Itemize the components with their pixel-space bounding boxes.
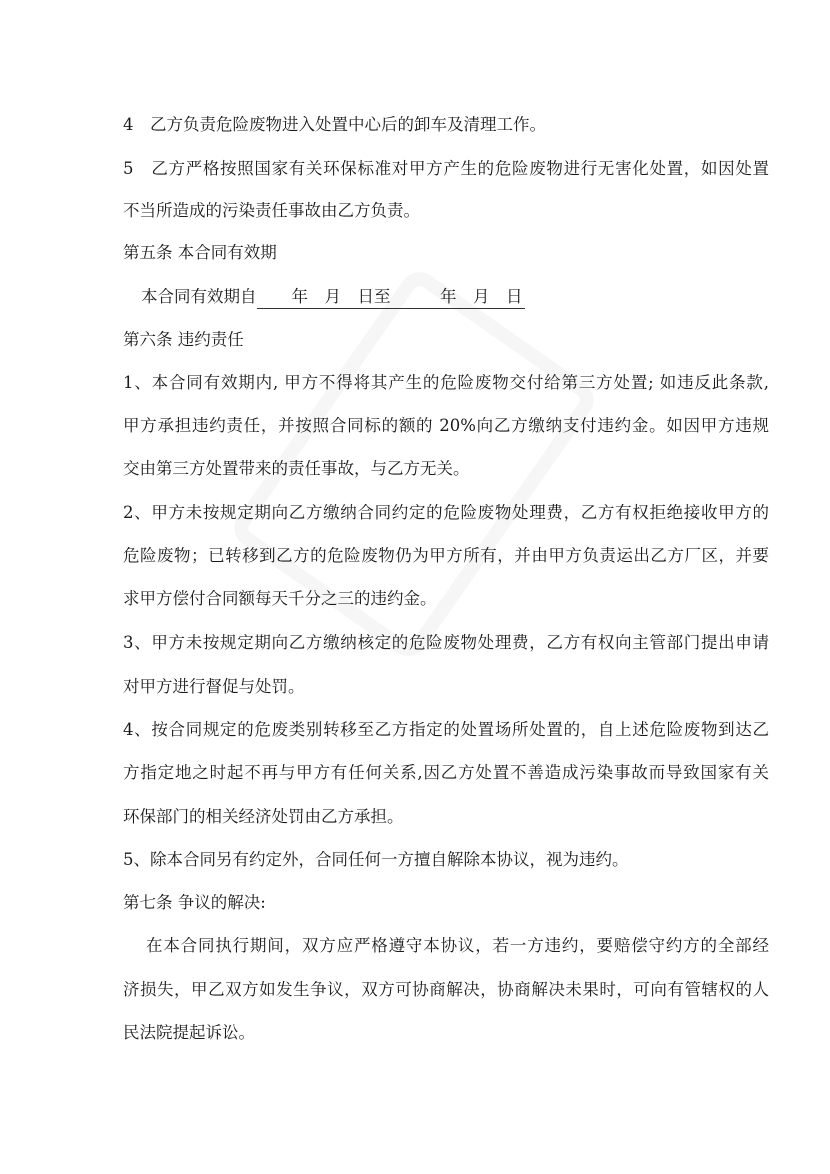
article-7-heading: 第七条 争议的解决: (123, 893, 266, 912)
article-6-item-1-line-1: 1、本合同有效期内, 甲方不得将其产生的危险废物交付给第三方处置; 如违反此条款, (123, 373, 769, 392)
article-7-line-3: 民法院提起诉讼。 (123, 1023, 255, 1042)
article-6-heading: 第六条 违约责任 (123, 330, 244, 349)
article-6-item-3-line-1: 3、甲方未按规定期向乙方缴纳核定的危险废物处理费，乙方有权向主管部门提出申请 (123, 633, 769, 652)
clause-5-line-2: 不当所造成的污染责任事故由乙方负责。 (123, 201, 420, 220)
validity-date-blank: 年 月 日至 年 月 日 (257, 286, 525, 309)
clause-4-line: 4 乙方负责危险废物进入处置中心后的卸车及清理工作。 (123, 115, 546, 134)
article-6-item-2-line-1: 2、甲方未按规定期向乙方缴纳合同约定的危险废物处理费，乙方有权拒绝接收甲方的 (123, 503, 769, 522)
article-6-item-4-line-3: 环保部门的相关经济处罚由乙方承担。 (123, 807, 404, 826)
article-6-item-3-line-2: 对甲方进行督促与处罚。 (123, 677, 305, 696)
article-5-heading: 第五条 本合同有效期 (123, 243, 277, 262)
article-6-item-4-line-1: 4、按合同规定的危废类别转移至乙方指定的处置场所处置的，自上述危险废物到达乙 (123, 720, 769, 739)
article-6-item-4-line-2: 方指定地之时起不再与甲方有任何关系,因乙方处置不善造成污染事故而导致国家有关 (123, 763, 769, 782)
article-6-item-2-line-2: 危险废物；已转移到乙方的危险废物仍为甲方所有，并由甲方负责运出乙方厂区，并要 (123, 546, 769, 565)
article-7-line-1: 在本合同执行期间，双方应严格遵守本协议，若一方违约，要赔偿守约方的全部经 (146, 936, 769, 955)
article-6-item-1-line-2: 甲方承担违约责任，并按照合同标的额的 20%向乙方缴纳支付违约金。如因甲方违规 (123, 416, 769, 435)
validity-label: 本合同有效期自 (141, 287, 257, 306)
validity-period-line (141, 286, 525, 309)
article-6-item-1-line-3: 交由第三方处置带来的责任事故，与乙方无关。 (123, 459, 470, 478)
clause-5-line-1: 5 乙方严格按照国家有关环保标准对甲方产生的危险废物进行无害化处置，如因处置 (123, 159, 769, 178)
article-7-line-2: 济损失，甲乙双方如发生争议，双方可协商解决，协商解决未果时，可向有管辖权的人 (123, 980, 769, 999)
article-6-item-5: 5、除本合同另有约定外，合同任何一方擅自解除本协议，视为违约。 (123, 850, 629, 869)
article-6-item-2-line-3: 求甲方偿付合同额每天千分之三的违约金。 (123, 589, 437, 608)
